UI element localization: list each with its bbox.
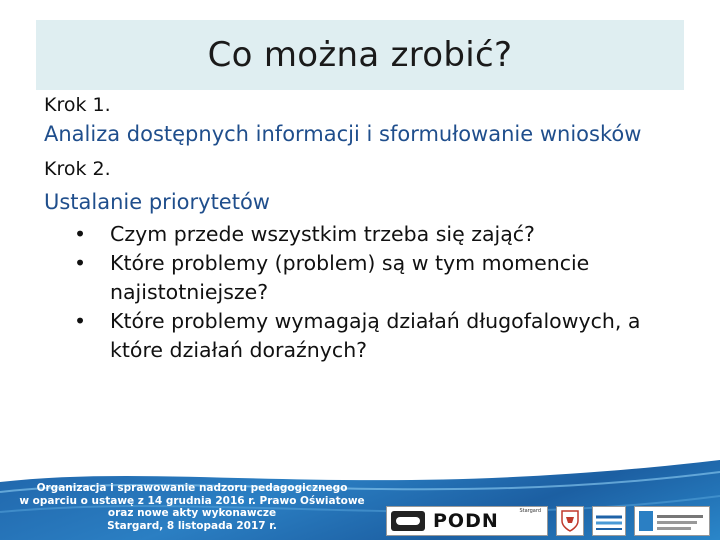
list-item-text: Które problemy wymagają działań długofalowych, a które działań doraźnych? <box>110 309 641 362</box>
footer-line: Stargard, 8 listopada 2017 r. <box>107 519 277 532</box>
title-bar <box>36 20 684 90</box>
footer-text <box>12 482 372 532</box>
podn-logo-icon <box>386 506 548 536</box>
list-item-text: Które problemy (problem) są w tym momencie najistotniejsze? <box>110 251 590 304</box>
step2-label: Krok 2. <box>44 158 111 180</box>
step2-title: Ustalanie priorytetów <box>44 190 270 214</box>
podn-logo-subtext: Stargard <box>519 508 541 514</box>
document-logo-icon <box>634 506 710 536</box>
footer-line: Organizacja i sprawowanie nadzoru pedagogicznego <box>36 482 348 494</box>
slide-title: Co można zrobić? <box>207 35 513 75</box>
list-item <box>70 249 674 307</box>
step1-title: Analiza dostępnych informacji i sformułowanie wniosków <box>44 122 642 146</box>
list-item <box>70 307 674 365</box>
footer-line: w oparciu o ustawę z 14 grudnia 2016 r. Prawo Oświatowe <box>19 494 365 507</box>
crest-icon <box>556 506 584 536</box>
list-item-text: Czym przede wszystkim trzeba się zająć? <box>110 222 535 246</box>
institution-logo-icon <box>592 506 626 536</box>
slide-content <box>44 92 674 365</box>
step1-label: Krok 1. <box>44 94 111 116</box>
priority-questions-list <box>44 220 674 365</box>
bullet-icon: • <box>74 222 87 246</box>
list-item <box>70 220 674 249</box>
footer-line: oraz nowe akty wykonawcze <box>107 507 277 519</box>
bullet-icon: • <box>74 251 87 275</box>
bullet-icon: • <box>74 309 87 333</box>
podn-logo-text: PODN <box>433 510 499 532</box>
